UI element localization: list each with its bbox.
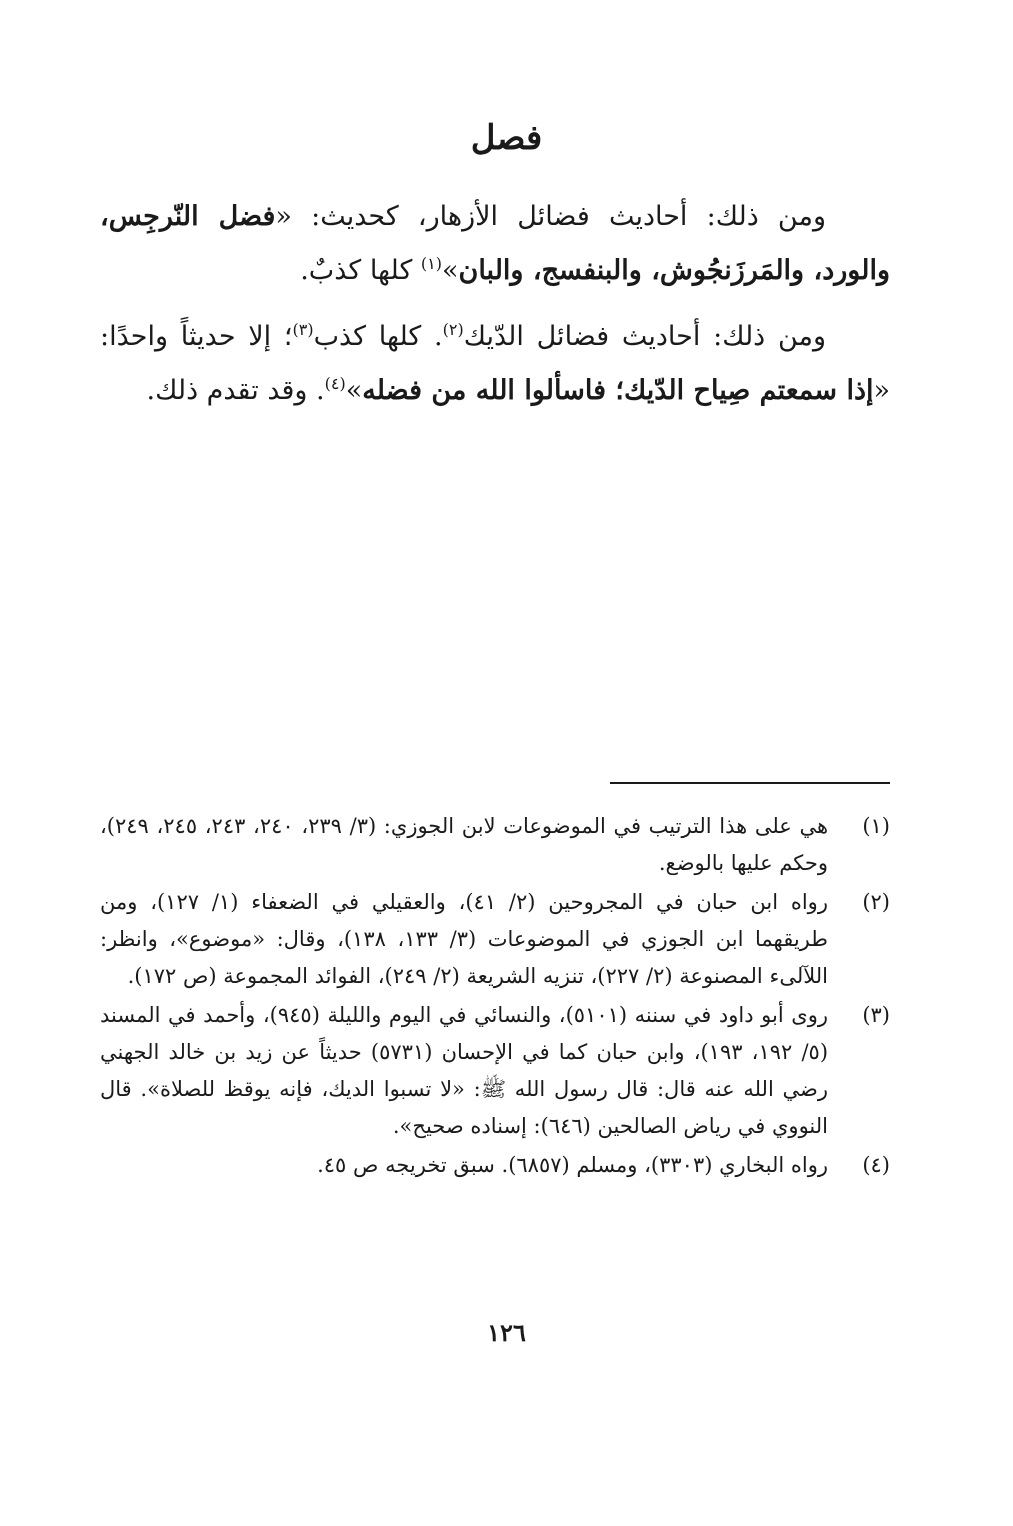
paragraph-dik — [100, 310, 890, 418]
page-number: ١٢٦ — [487, 1318, 526, 1347]
footnote-4 — [100, 1147, 890, 1184]
footnote-number: (١) — [862, 814, 890, 838]
footnote-text: رواه ابن حبان في المجروحين (٢/ ٤١)، والعقيلي في الضعفاء (١/ ١٢٧)، ومن طريقهما ابن الجوزي في الموضوعات (٣/ ١٣٣، ١٣٨)، وقال: «موضوع»، وانظر: اللآلىء المصنوعة (٢/ ٢٢٧)، تنزيه الشريعة (٢/ ٢٤٩)، الفوائد المجموعة (ص ١٧٢). — [100, 890, 828, 988]
footnote-ref: (٤) — [324, 374, 346, 393]
footnote-text: رواه البخاري (٣٣٠٣)، ومسلم (٦٨٥٧). سبق تخريجه ص ٤٥. — [317, 1153, 828, 1177]
section-heading: فصل — [470, 118, 543, 158]
hadith-quote: فضل النّرجِس، والورد، والمَرزَنجُوش، والبنفسج، والبان — [100, 201, 890, 286]
footnote-2 — [100, 884, 890, 995]
paragraph-text: . وقد تقدم ذلك. — [146, 375, 325, 406]
paragraph-text: كلها كذبٌ. — [300, 255, 421, 286]
paragraph-text: ومن ذلك: أحاديث فضائل الدّيك — [463, 321, 827, 352]
footnote-ref: (٢) — [442, 320, 464, 339]
footnote-ref: (٣) — [292, 320, 314, 339]
footnote-number: (٣) — [862, 1003, 890, 1027]
paragraph-text: . كلها كذب — [313, 321, 443, 352]
paragraph-text: » — [441, 255, 459, 286]
hadith-quote: إذا سمعتم صِياح الدّيك؛ فاسألوا الله من فضله — [362, 375, 874, 406]
paragraph-text: ومن ذلك: أحاديث فضائل الأزهار، كحديث: « — [275, 201, 826, 232]
footnotes — [100, 808, 890, 1186]
paragraph-text: ؛ إلا حديثاً واحدًا: « — [100, 321, 890, 406]
footnote-3 — [100, 997, 890, 1145]
footnote-number: (٤) — [862, 1153, 890, 1177]
footnote-text: هي على هذا الترتيب في الموضوعات لابن الجوزي: (٣/ ٢٣٩، ٢٤٠، ٢٤٣، ٢٤٥، ٢٤٩)، وحكم عليها بالوضع. — [100, 814, 829, 875]
footnote-number: (٢) — [862, 890, 890, 914]
footnote-1 — [100, 808, 890, 882]
footnote-separator — [0, 782, 1013, 784]
paragraph-text: » — [345, 375, 363, 406]
main-text — [100, 190, 890, 430]
paragraph-azhar — [100, 190, 890, 298]
footnote-ref: (١) — [420, 254, 442, 273]
footnote-text: روى أبو داود في سننه (٥١٠١)، والنسائي في اليوم والليلة (٩٤٥)، وأحمد في المسند (٥/ ١٩٢، ١٩٣)، وابن حبان كما في الإحسان (٥٧٣١) حديثاً عن زيد بن خالد الجهني رضي الله عنه قال: قال رسول الله ﷺ: «لا تسبوا الديك، فإنه يوقظ للصلاة». قال النووي في رياض الصالحين (٦٤٦): إسناده صحيح». — [100, 1003, 829, 1138]
